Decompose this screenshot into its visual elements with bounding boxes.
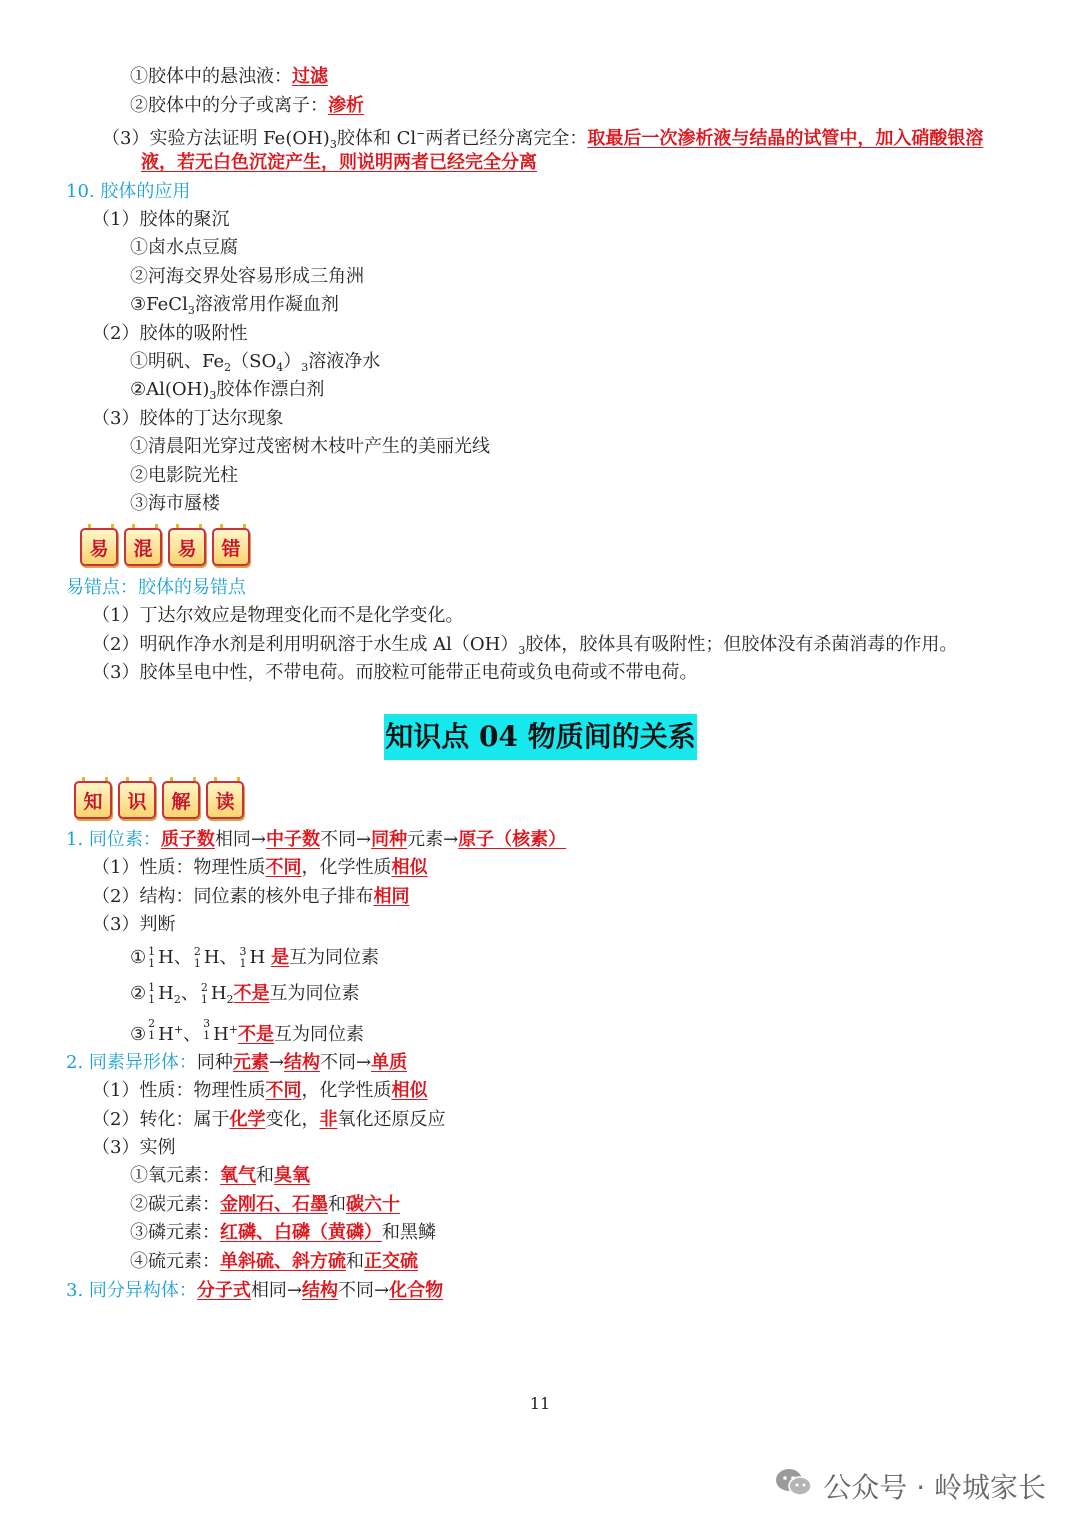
text: （SO: [231, 351, 277, 372]
answer-key: 原子（核素）: [458, 829, 567, 850]
answer-key: 结构: [302, 1280, 338, 1301]
text: ③: [130, 1024, 147, 1045]
list-item: ①卤水点豆腐: [130, 237, 238, 258]
atomic-number: 1: [148, 993, 156, 1006]
text: 溶液常用作凝血剂: [194, 294, 339, 315]
element: H: [203, 947, 220, 968]
section-heading-isotopes: [66, 828, 566, 852]
subheading: （3）实例: [92, 1137, 176, 1158]
text: 相同→: [250, 1280, 302, 1301]
list-item: [130, 293, 339, 317]
badge-row-knowledge: [74, 781, 244, 819]
isotope-example: [130, 946, 379, 970]
nuclide-notation: [146, 946, 158, 970]
answer-key: 同种: [371, 829, 408, 850]
atomic-number: 1: [200, 993, 208, 1006]
heading-label: 2. 同素异形体：: [66, 1052, 197, 1073]
isotope-example: [130, 982, 360, 1006]
atomic-number: 1: [148, 1029, 156, 1042]
text: ，化学性质: [301, 857, 392, 878]
badge: 易: [80, 528, 118, 566]
answer-key: 取最后一次渗析液与结晶的试管中，加入硝酸银溶: [587, 128, 984, 149]
text: （2）明矾作净水剂是利用明矾溶于水生成 Al（OH）: [92, 634, 519, 655]
list-item: [130, 1221, 436, 1245]
answer-key: 结构: [284, 1052, 320, 1073]
atomic-number: 1: [239, 957, 247, 970]
answer-key: 分子式: [196, 1280, 251, 1301]
badge-row-easy-mistakes: [80, 528, 250, 566]
badge: 易: [168, 528, 206, 566]
badge: 错: [212, 528, 250, 566]
element: H: [210, 983, 227, 1004]
text: 不同→: [338, 1280, 390, 1301]
section-heading-allotropes: [66, 1051, 407, 1075]
text: （2）转化：属于: [92, 1109, 230, 1130]
text: 和: [256, 1165, 274, 1186]
text: →: [268, 1052, 284, 1073]
nuclide-notation: [238, 946, 250, 970]
answer-key: 过滤: [292, 66, 328, 87]
text-line: [130, 65, 328, 89]
mass-number: 3: [239, 945, 247, 958]
nuclide-notation: [199, 982, 211, 1006]
subscript: 2: [226, 993, 234, 1006]
separator: 、: [173, 947, 192, 968]
text: 氧化还原反应: [337, 1109, 446, 1130]
list-item: （1）丁达尔效应是物理变化而不是化学变化。: [92, 605, 464, 626]
mass-number: 1: [148, 981, 156, 994]
text: ②Al(OH): [130, 379, 210, 400]
text-line: [102, 122, 984, 151]
text: ④硫元素：: [130, 1251, 220, 1272]
atomic-number: 1: [148, 957, 156, 970]
element: H: [249, 947, 266, 968]
list-item: （3）胶体呈电中性，不带电荷。而胶粒可能带正电荷或负电荷或不带电荷。: [92, 662, 698, 683]
separator: 、: [219, 947, 238, 968]
answer-key: 液，若无白色沉淀产生，则说明两者已经完全分离: [141, 152, 537, 173]
text-line: [141, 151, 537, 175]
text: 和黑鳞: [382, 1222, 436, 1243]
wechat-icon: [775, 1467, 813, 1506]
answer-key: 是: [270, 947, 289, 968]
answer-key: 非: [319, 1109, 338, 1130]
superscript: −: [416, 127, 426, 140]
text: 互为同位素: [269, 983, 360, 1004]
text: 和: [346, 1251, 364, 1272]
subscript: 2: [173, 993, 181, 1006]
text: 同种: [196, 1052, 233, 1073]
answer-key: 元素: [232, 1052, 269, 1073]
subscript: 3: [518, 644, 526, 657]
answer-key: 红磷、白磷（黄磷）: [220, 1222, 382, 1243]
list-item: ②河海交界处容易形成三角洲: [130, 266, 364, 287]
text: 溶液净水: [308, 351, 381, 372]
superscript: +: [228, 1023, 238, 1036]
answer-key: 相似: [391, 1080, 428, 1101]
text: ③FeCl: [130, 294, 188, 315]
superscript: +: [173, 1023, 184, 1036]
text: （1）性质：物理性质: [92, 857, 266, 878]
page-number: 11: [529, 1394, 551, 1413]
text: ①: [130, 947, 147, 968]
mass-number: 2: [193, 945, 201, 958]
subscript: 3: [209, 389, 217, 402]
nuclide-notation: [192, 946, 204, 970]
element: H: [213, 1024, 229, 1045]
list-item: [92, 633, 957, 657]
subheading: （3）判断: [92, 914, 176, 935]
nuclide-notation: [146, 1018, 158, 1042]
text: ②: [130, 983, 147, 1004]
answer-key: 渗析: [328, 95, 364, 116]
answer-key: 不是: [237, 1024, 274, 1045]
text: 变化，: [265, 1109, 320, 1130]
text: ③磷元素：: [130, 1222, 220, 1243]
list-item: ②电影院光柱: [130, 465, 238, 486]
text: 互为同位素: [273, 1024, 364, 1045]
answer-key: 不是: [233, 983, 270, 1004]
list-item: [92, 885, 409, 909]
nuclide-notation: [201, 1018, 213, 1042]
element: H: [158, 947, 174, 968]
text: 元素→: [407, 829, 459, 850]
subscript: 4: [276, 361, 284, 374]
answer-key: 臭氧: [274, 1165, 310, 1186]
text: ②碳元素：: [130, 1194, 220, 1215]
watermark-text: 公众号 · 岭城家长: [823, 1471, 1046, 1504]
subscript: 3: [301, 361, 309, 374]
subheading: （3）胶体的丁达尔现象: [92, 408, 284, 429]
text: 和: [328, 1194, 346, 1215]
heading-label: 3. 同分异构体：: [66, 1280, 197, 1301]
list-item: ③海市蜃楼: [130, 493, 220, 514]
text: 胶体，胶体具有吸附性；但胶体没有杀菌消毒的作用。: [525, 634, 958, 655]
list-item: [130, 350, 380, 374]
badge: 解: [162, 781, 200, 819]
text-line: [130, 94, 364, 118]
answer-key: 氧气: [220, 1165, 256, 1186]
text: ）: [283, 351, 302, 372]
atomic-number: 1: [193, 957, 201, 970]
answer-key: 不同: [265, 1080, 302, 1101]
answer-key: 相似: [391, 857, 428, 878]
mass-number: 2: [148, 1017, 156, 1030]
answer-key: 碳六十: [346, 1194, 400, 1215]
subheading: （2）胶体的吸附性: [92, 323, 248, 344]
text: ①胶体中的悬浊液：: [130, 66, 292, 87]
nuclide-notation: [146, 982, 158, 1006]
mass-number: 2: [200, 981, 208, 994]
list-item: [130, 1164, 310, 1188]
answer-key: 化学: [229, 1109, 266, 1130]
subscript: 3: [187, 304, 195, 317]
answer-key: 单质: [371, 1052, 408, 1073]
text: 相同→: [214, 829, 266, 850]
separator: 、: [180, 983, 199, 1004]
text: 不同→: [320, 829, 372, 850]
mass-number: 3: [203, 1017, 211, 1030]
text: 不同→: [320, 1052, 372, 1073]
separator: 、: [183, 1024, 202, 1045]
text: ①氧元素：: [130, 1165, 220, 1186]
section-heading: 易错点：胶体的易错点: [66, 577, 246, 598]
atomic-number: 1: [203, 1029, 211, 1042]
subheading: （1）胶体的聚沉: [92, 209, 230, 230]
section-heading-isomers: [66, 1279, 443, 1303]
section-heading: 10. 胶体的应用: [66, 181, 191, 202]
list-item: ①清晨阳光穿过茂密树木枝叶产生的美丽光线: [130, 436, 490, 457]
badge: 混: [124, 528, 162, 566]
isotope-example: [130, 1017, 364, 1045]
answer-key: 单斜硫、斜方硫: [220, 1251, 346, 1272]
answer-key: 金刚石、石墨: [220, 1194, 328, 1215]
watermark: [775, 1466, 1046, 1506]
text: ，化学性质: [301, 1080, 392, 1101]
list-item: [130, 1250, 418, 1274]
list-item: [130, 378, 324, 402]
answer-key: 相同: [373, 886, 410, 907]
text: ①明矾、Fe: [130, 351, 225, 372]
text: 两者已经分离完全：: [425, 128, 588, 149]
answer-key: 正交硫: [364, 1251, 418, 1272]
list-item: [92, 1108, 445, 1132]
element: H: [158, 983, 174, 1004]
list-item: [130, 1193, 400, 1217]
text: ②胶体中的分子或离子：: [130, 95, 328, 116]
subscript: 3: [329, 138, 337, 151]
mass-number: 1: [148, 945, 156, 958]
subscript: 2: [224, 361, 232, 374]
heading-label: 1. 同位素：: [66, 829, 161, 850]
text: （3）实验方法证明 Fe(OH): [102, 128, 330, 149]
answer-key: 不同: [265, 857, 302, 878]
badge: 识: [118, 781, 156, 819]
badge: 读: [206, 781, 244, 819]
text: 胶体作漂白剂: [216, 379, 325, 400]
text: 互为同位素: [288, 947, 379, 968]
list-item: [92, 856, 427, 880]
list-item: [92, 1079, 427, 1103]
text: （2）结构：同位素的核外电子排布: [92, 886, 374, 907]
text: 胶体和 Cl: [336, 128, 417, 149]
badge: 知: [74, 781, 112, 819]
answer-key: 质子数: [160, 829, 215, 850]
answer-key: 中子数: [266, 829, 320, 850]
section-title: 知识点 04 物质间的关系: [384, 714, 697, 760]
text: （1）性质：物理性质: [92, 1080, 266, 1101]
element: H: [158, 1024, 174, 1045]
answer-key: 化合物: [389, 1280, 444, 1301]
